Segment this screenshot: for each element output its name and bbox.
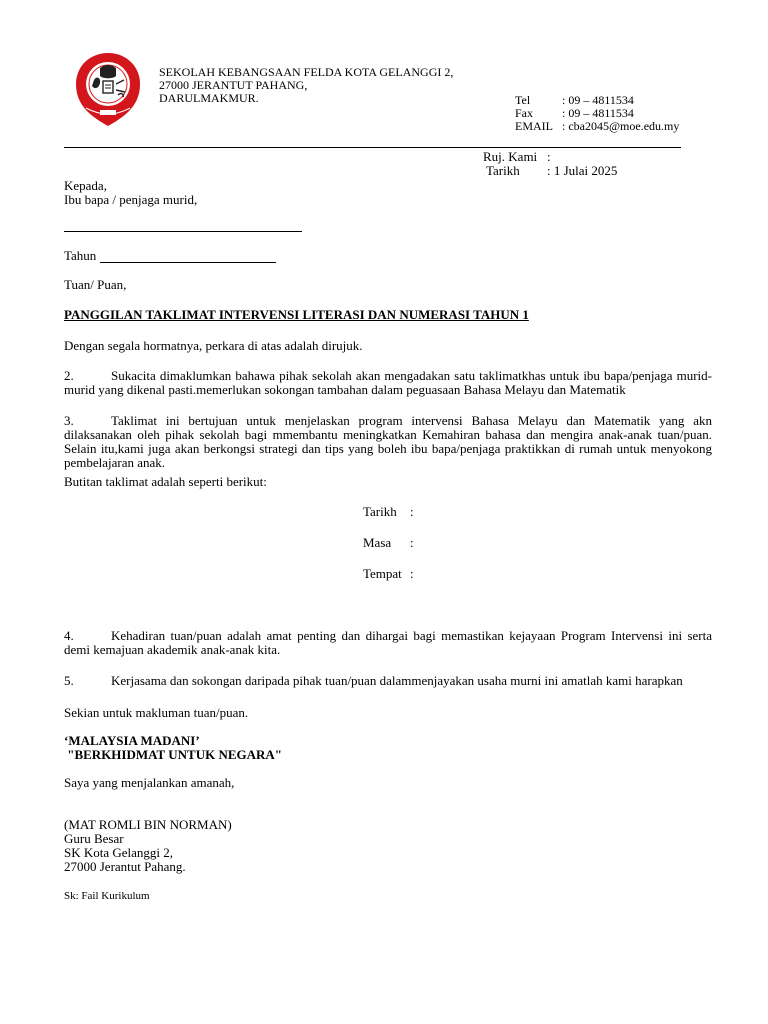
- ruj-kami-row: [483, 150, 617, 164]
- signatory-name: (MAT ROMLI BIN NORMAN): [64, 817, 232, 832]
- letter-subject: PANGGILAN TAKLIMAT INTERVENSI LITERASI DAN NUMERASI TAHUN 1: [64, 307, 529, 322]
- school-name-line: SEKOLAH KEBANGSAAN FELDA KOTA GELANGGI 2,: [159, 65, 454, 79]
- opening-line: Dengan segala hormatnya, perkara di atas adalah dirujuk.: [64, 338, 363, 353]
- paragraph-2-number: 2.: [64, 368, 74, 383]
- tarikh-label: Tarikh: [486, 163, 520, 178]
- paragraph-3: [64, 414, 712, 470]
- tarikh-row: [483, 164, 617, 178]
- paragraph-5-text: Kerjasama dan sokongan daripada pihak tuan/puan dalammenjayakan usaha murni ini amatlah kami harapkan: [111, 673, 683, 688]
- detail-tempat-label: Tempat: [363, 566, 402, 581]
- closing-line: Sekian untuk makluman tuan/puan.: [64, 705, 249, 720]
- paragraph-4-number: 4.: [64, 628, 74, 643]
- header-divider: [64, 147, 681, 148]
- school-postcode-line: 27000 JERANTUT PAHANG,: [159, 78, 308, 92]
- fax-value: : 09 – 4811534: [562, 106, 634, 120]
- detail-masa: [363, 536, 414, 567]
- detail-tarikh-label: Tarikh: [363, 504, 397, 519]
- school-logo: [70, 50, 146, 132]
- contact-block: [515, 94, 679, 133]
- tel-value: : 09 – 4811534: [562, 93, 634, 107]
- paragraph-4: [64, 629, 712, 657]
- details-intro: Butitan taklimat adalah seperti berikut:: [64, 474, 267, 489]
- reference-block: [483, 150, 617, 178]
- email-value: : cba2045@moe.edu.my: [562, 119, 680, 133]
- paragraph-5: [64, 674, 712, 688]
- school-state-line: DARULMAKMUR.: [159, 91, 259, 105]
- addressee: Ibu bapa / penjaga murid,: [64, 192, 198, 207]
- tahun-blank: [100, 250, 276, 263]
- paragraph-3-number: 3.: [64, 413, 74, 428]
- slogan-berkhidmat: "BERKHIDMAT UNTUK NEGARA": [64, 747, 282, 762]
- paragraph-5-number: 5.: [64, 673, 74, 688]
- tarikh-value: : 1 Julai 2025: [547, 163, 618, 178]
- tel-label: Tel: [515, 93, 531, 107]
- ruj-label: Ruj. Kami: [483, 149, 538, 164]
- tahun-row: [64, 248, 276, 263]
- briefing-details: [363, 505, 414, 598]
- slogan-malaysia-madani: ‘MALAYSIA MADANI’: [64, 733, 200, 748]
- tahun-label: Tahun: [64, 248, 97, 263]
- detail-masa-value: :: [410, 535, 414, 550]
- contact-email: [515, 120, 679, 133]
- detail-tarikh: [363, 505, 414, 536]
- school-address: [159, 66, 453, 105]
- cc-line: Sk: Fail Kurikulum: [64, 890, 150, 902]
- sign-off: Saya yang menjalankan amanah,: [64, 775, 235, 790]
- recipient-name-blank: [64, 218, 302, 232]
- paragraph-3-text: Taklimat ini bertujuan untuk menjelaskan program intervensi Bahasa Melayu dan Matematik yang akn dilaksanakan oleh pihak sekolah bagi mmembantu meningkatkan Kemahiran bahasa dan mengira anak-anak tuan/puan. Selain itu,kami juga akan berkongsi strategi dan tips yang boleh ibu bapa/penjaga praktikkan di rumah untuk menyokong pembelajaran anak.: [64, 413, 712, 470]
- paragraph-2-text: Sukacita dimaklumkan bahawa pihak sekolah akan mengadakan satu taklimatkhas untuk ibu bapa/penjaga murid-murid yang dikenal pasti.memerlukan sokongan tambahan dalam peguasaan Bahasa Melayu dan Matematik: [64, 368, 712, 397]
- fax-label: Fax: [515, 106, 533, 120]
- detail-tarikh-value: :: [410, 504, 414, 519]
- detail-tempat-value: :: [410, 566, 414, 581]
- salutation: Tuan/ Puan,: [64, 277, 127, 292]
- signatory-school: SK Kota Gelanggi 2,: [64, 845, 174, 860]
- signatory-title: Guru Besar: [64, 831, 124, 846]
- paragraph-2: [64, 369, 712, 397]
- email-label: EMAIL: [515, 119, 553, 133]
- paragraph-4-text: Kehadiran tuan/puan adalah amat penting dan dihargai bagi memastikan kejayaan Program Intervensi ini serta demi kemajuan akademik anak-anak kita.: [64, 628, 712, 657]
- ruj-value: :: [547, 149, 551, 164]
- detail-tempat: [363, 567, 414, 598]
- kepada-label: Kepada,: [64, 178, 107, 193]
- detail-masa-label: Masa: [363, 535, 392, 550]
- signatory-address: 27000 Jerantut Pahang.: [64, 859, 186, 874]
